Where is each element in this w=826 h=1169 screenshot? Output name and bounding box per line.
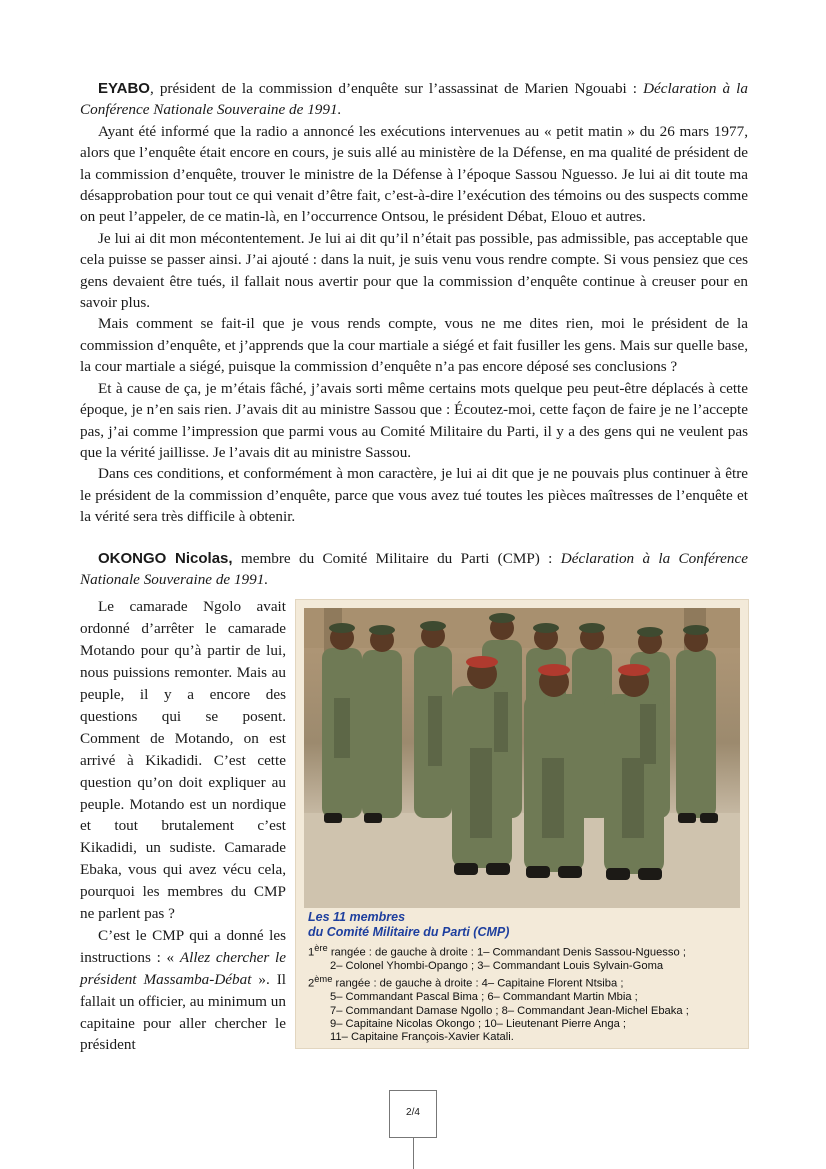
section1-heading	[80, 78, 748, 121]
photo-figure	[296, 600, 748, 1048]
caption-line	[308, 973, 744, 991]
paragraph: Je lui ai dit mon mécontentement. Je lui ai dit qu’il n’était pas possible, pas admissible, pas acceptable que cela puisse se passer ainsi. J’ai ajouté : dans la nuit, je suis venu vous rendre compte. Si vous pensiez que ces gens devaient être tués, il fallait nous avertir pour que la commission d’enquête continue à creuser pour en savoir plus.	[80, 229, 748, 312]
row-suffix: ème	[314, 974, 333, 985]
footer-divider	[413, 1138, 414, 1169]
paragraph-text: C’est le CMP qui a donné les instructions : «	[80, 926, 286, 966]
caption-line: 5– Commandant Pascal Bima ; 6– Commandant Martin Mbia ;	[330, 991, 638, 1004]
page-content	[80, 78, 748, 1056]
left-text-column	[80, 596, 286, 1056]
quote-text: Allez chercher le président Massamba-Débat	[80, 948, 286, 988]
page-number: 2/4	[406, 1107, 420, 1118]
speaker-name: OKONGO Nicolas,	[98, 549, 233, 567]
group-photo	[304, 608, 740, 908]
row-suffix: ère	[314, 943, 328, 954]
caption-line: 2– Colonel Yhombi-Opango ; 3– Commandant Louis Sylvain-Goma	[330, 960, 664, 973]
caption-line: 11– Capitaine François-Xavier Katali.	[330, 1031, 514, 1044]
paragraph: Ayant été informé que la radio a annoncé les exécutions intervenues au « petit matin » du 26 mars 1977, alors que l’enquête était encore en cours, je suis allé au ministère de la Défense, en ma qualité de président de la commission d’enquête, trouver le ministre de la Défense à l’époque Sassou Nguesso. Je lui ai dit toute ma désapprobation pour tout ce qui venait d’être fait, c’est-à-dire l’exécution des témoins ou des suspects comme on peut l’appeler, de ce matin-là, en l’occurrence Ontsou, le président Débat, Elouo et autres.	[80, 122, 748, 226]
row-number: 2	[308, 978, 315, 991]
photo-caption-title	[308, 910, 509, 940]
paragraph: Dans ces conditions, et conformément à mon caractère, je lui ai dit que je ne pouvais plus continuer à être le président de la commission d’enquête, parce que vous avez tué toutes les pièces maîtresses de l’enquête et la vérité sera très difficile à obtenir.	[80, 465, 748, 526]
speaker-source: Déclaration à la Conférence Nationale Souveraine de 1991.	[80, 549, 748, 588]
paragraph	[80, 925, 286, 1056]
speaker-intro: , président de la commission d’enquête sur l’assassinat de Marien Ngouabi :	[149, 80, 644, 97]
paragraph: Mais comment se fait-il que je vous rends compte, vous ne me dites rien, moi le président de la commission d’enquête, et j’apprends que la cour martiale a siégé et fait fusiller les gens. Mais sur quelle base, la cour martiale a siégé, puisque la commission d’enquête n’a pas encore déposé ses conclusions ?	[80, 315, 748, 376]
paragraph: Le camarade Ngolo avait ordonné d’arrêter le camarade Motando pour qu’à partir de lui, nous puissions remonter. Mais au peuple, il y a encore des questions qui se posent. Comment de Motando, on est arrivé à Kikadidi. C’est cette question qu’on doit expliquer au peuple. Motando est un nordique et tout brutalement c’est Kikadidi, un sudiste. Camarade Ebaka, vous qui avez vécu cela, pourquoi les membres du CMP ne parlent pas ?	[80, 598, 286, 923]
speaker-source: Déclaration à la Conférence Nationale Souveraine de 1991.	[80, 80, 748, 119]
caption-line: 9– Capitaine Nicolas Okongo ; 10– Lieutenant Pierre Anga ;	[330, 1017, 627, 1030]
paragraph-text: ». Il fallait un officier, au minimum un capitaine pour aller chercher le président	[80, 970, 286, 1054]
caption-line	[308, 942, 744, 960]
section2-heading	[80, 548, 748, 591]
caption-title-line: Les 11 membres	[308, 910, 406, 925]
soldiers-illustration	[304, 608, 740, 908]
speaker-name: EYABO	[98, 80, 150, 97]
caption-title-line: du Comité Militaire du Parti (CMP)	[308, 925, 510, 940]
two-column-block	[80, 596, 748, 1056]
paragraph: Et à cause de ça, je m’étais fâché, j’avais sorti même certains mots quelque peu peut-être déplacés à cette époque, je n’en sais rien. J’avais dit au ministre Sassou que : Écoutez-moi, cette façon de faire je ne l’accepte pas, j’ai comme l’impression que parmi vous au Comité Militaire du Parti, il y a des gens qui ne veulent pas que la vérité jaillisse. Je l’avais dit au ministre Sassou.	[80, 379, 748, 461]
row-number: 1	[308, 947, 315, 960]
caption-text: rangée : de gauche à droite : 1– Commandant Denis Sassou-Nguesso ;	[327, 947, 686, 960]
caption-text: rangée : de gauche à droite : 4– Capitaine Florent Ntsiba ;	[332, 978, 624, 991]
caption-line: 7– Commandant Damase Ngollo ; 8– Commandant Jean-Michel Ebaka ;	[330, 1004, 689, 1017]
page-number-box	[389, 1090, 437, 1138]
speaker-intro: membre du Comité Militaire du Parti (CMP) :	[232, 549, 561, 567]
photo-caption-list	[308, 942, 744, 1044]
